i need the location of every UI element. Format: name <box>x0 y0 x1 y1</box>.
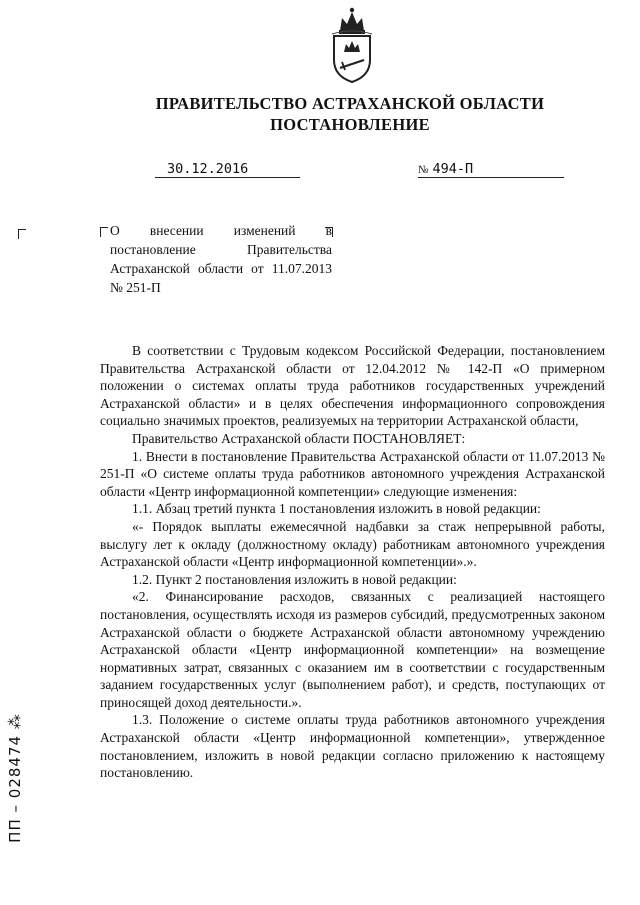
document-subject: О внесении изменений в постановление Правительства Астраханской области от 11.07.2013 № 251-П <box>110 223 332 295</box>
margin-corner-mark <box>18 229 26 239</box>
document-type-title: ПОСТАНОВЛЕНИЕ <box>270 115 430 134</box>
body-paragraph: 1.3. Положение о системе оплаты труда работников автономного учреждения Астраханской области «Центр информационной компетенции», утвержденное постановлением, изложить в новой редакции согласно приложению к настоящему постановлению. <box>100 712 605 781</box>
body-paragraph: 1.1. Абзац третий пункта 1 постановления изложить в новой редакции: <box>132 501 541 517</box>
serial-number-sidebar <box>4 688 26 868</box>
body-paragraph: В соответствии с Трудовым кодексом Российской Федерации, постановлением Правительства Астраханской области от 12.04.2012 № 142-П «О примерном положении о системах оплаты труда работников государственных учреждений Астраханской области» и в целях обеспечения информационного сопровождения социально значимых проектов, реализуемых на территории Астраханской области, <box>100 343 605 429</box>
document-number: 494-П <box>432 161 474 177</box>
body-paragraph: Правительство Астраханской области ПОСТАНОВЛЯЕТ: <box>132 430 466 446</box>
body-paragraph: «2. Финансирование расходов, связанных с реализацией настоящего постановления, осуществлять исходя из размеров субсидий, предусмотренных законом Астраханской области о бюджете Астраханской области автономному учреждению Астраханской области «Центр информационной компетенции» на возмещение нормативных затрат, связанных с оказанием им в соответствии с государственным заданием государственных услуг (выполнением работ), и средств, поступающих от приносящей доход деятельности.». <box>100 589 605 710</box>
serial-number-text: ПП – 028474 ⁂ <box>6 713 24 843</box>
document-body <box>100 342 605 782</box>
organization-title: ПРАВИТЕЛЬСТВО АСТРАХАНСКОЙ ОБЛАСТИ <box>155 94 545 113</box>
document-number-line <box>418 161 564 178</box>
body-paragraph: 1.2. Пункт 2 постановления изложить в новой редакции: <box>132 571 457 587</box>
number-sign: № <box>418 164 429 176</box>
body-paragraph: 1. Внести в постановление Правительства Астраханской области от 11.07.2013 № 251-П «О системе оплаты труда работников автономного учреждения Астраханской области «Центр информационной компетенции» следующие изменения: <box>100 448 605 499</box>
document-date: 30.12.2016 <box>155 161 300 178</box>
body-paragraph: «- Порядок выплаты ежемесячной надбавки за стаж непрерывной работы, выслугу лет к окладу (должностному окладу) работникам автономного учреждения Астраханской области «Центр информационной компетенции».». <box>100 518 605 570</box>
subject-corner-left <box>100 227 108 237</box>
coat-of-arms-icon <box>322 4 382 86</box>
